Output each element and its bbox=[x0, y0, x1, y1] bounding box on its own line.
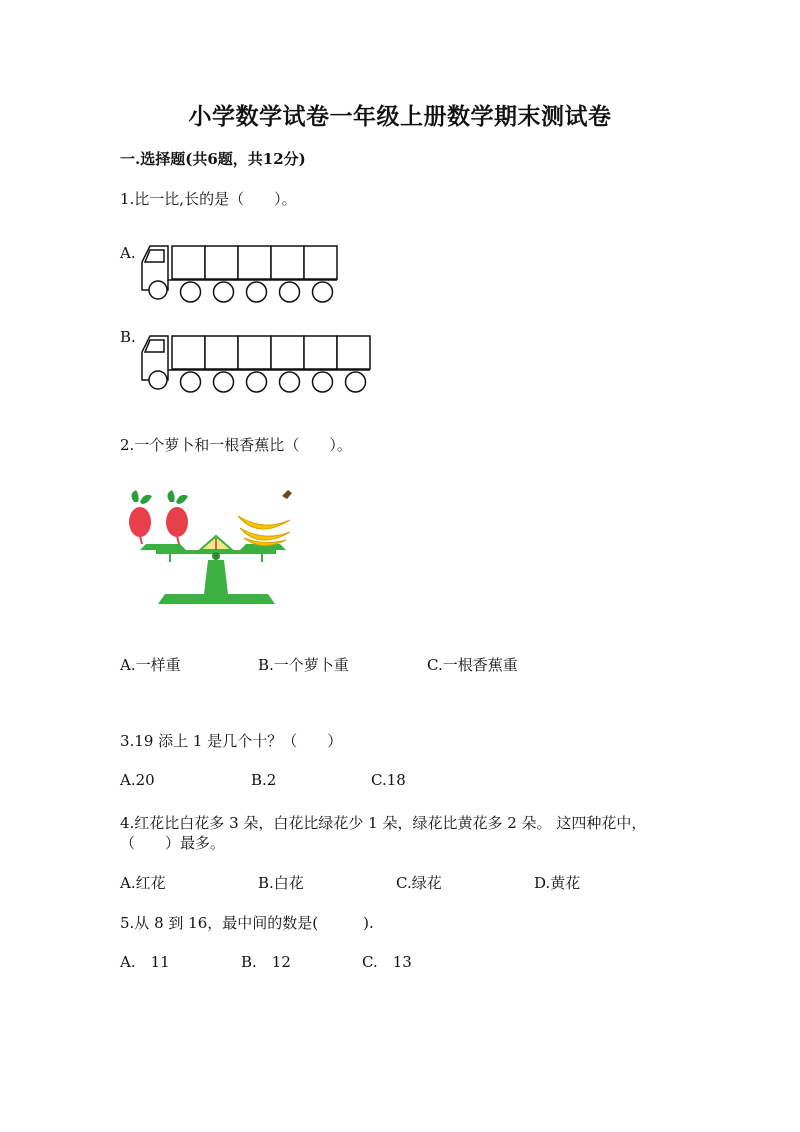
truck-wheel bbox=[247, 282, 267, 302]
truck-cargo-box bbox=[337, 336, 370, 369]
truck-wheel bbox=[149, 371, 167, 389]
truck-wheel bbox=[181, 282, 201, 302]
truck-cargo-box bbox=[172, 336, 205, 369]
q2-option-b: B.一个萝卜重 bbox=[258, 656, 349, 674]
scale-stand bbox=[204, 560, 228, 594]
truck-wheel bbox=[149, 281, 167, 299]
page-title: 小学数学试卷一年级上册数学期末测试卷 bbox=[188, 103, 612, 130]
q4-option-c: C.绿花 bbox=[396, 874, 442, 892]
q5-option-b: B. 12 bbox=[241, 953, 291, 971]
section-heading: 一.选择题(共6题，共12分) bbox=[120, 150, 306, 168]
truck-cargo-box bbox=[304, 246, 337, 279]
truck-wheel bbox=[181, 372, 201, 392]
question-3: 3.19 添上 1 是几个十？（ ） bbox=[120, 732, 343, 750]
question-5: 5.从 8 到 16，最中间的数是( ). bbox=[120, 914, 374, 932]
radish-icon bbox=[129, 490, 152, 544]
q3-option-c: C.18 bbox=[371, 771, 406, 789]
truck-wheel bbox=[346, 372, 366, 392]
q3-option-a: A.20 bbox=[120, 771, 155, 789]
truck-cargo-box bbox=[238, 336, 271, 369]
q3-option-b: B.2 bbox=[251, 771, 277, 789]
left-pan bbox=[140, 544, 186, 550]
truck-wheel bbox=[214, 372, 234, 392]
truck-wheel bbox=[313, 372, 333, 392]
q5-option-a: A. 11 bbox=[120, 953, 170, 971]
truck-cargo-box bbox=[304, 336, 337, 369]
q4-option-d: D.黄花 bbox=[534, 874, 581, 892]
balance-scale-image bbox=[120, 488, 280, 610]
truck-wheel bbox=[280, 372, 300, 392]
truck-b-image bbox=[138, 330, 378, 394]
truck-wheel bbox=[247, 372, 267, 392]
truck-wheel bbox=[313, 282, 333, 302]
q2-option-c: C.一根香蕉重 bbox=[427, 656, 518, 674]
radish-icon bbox=[166, 490, 188, 544]
truck-cargo-box bbox=[172, 246, 205, 279]
q1-option-b-label: B. bbox=[120, 328, 136, 346]
q5-option-c: C. 13 bbox=[362, 953, 412, 971]
truck-wheel bbox=[280, 282, 300, 302]
truck-cargo-box bbox=[271, 246, 304, 279]
truck-cargo-box bbox=[205, 246, 238, 279]
banana-icon bbox=[238, 490, 292, 546]
q2-option-a: A.一样重 bbox=[120, 656, 181, 674]
truck-wheel bbox=[214, 282, 234, 302]
question-2: 2.一个萝卜和一根香蕉比（ ）。 bbox=[120, 436, 352, 454]
truck-cargo-box bbox=[238, 246, 271, 279]
q4-option-b: B.白花 bbox=[258, 874, 304, 892]
question-1: 1.比一比,长的是（ ）。 bbox=[120, 190, 297, 208]
question-4-line-1: 4.红花比白花多 3 朵，白花比绿花少 1 朵，绿花比黄花多 2 朵。 这四种花中， bbox=[120, 814, 647, 832]
truck-cargo-box bbox=[271, 336, 304, 369]
q1-option-a-label: A. bbox=[120, 244, 136, 262]
question-4-line-2: （ ）最多。 bbox=[120, 834, 226, 852]
scale-base bbox=[158, 594, 275, 604]
q4-option-a: A.红花 bbox=[120, 874, 166, 892]
truck-cargo-box bbox=[205, 336, 238, 369]
truck-a-image bbox=[138, 240, 348, 304]
